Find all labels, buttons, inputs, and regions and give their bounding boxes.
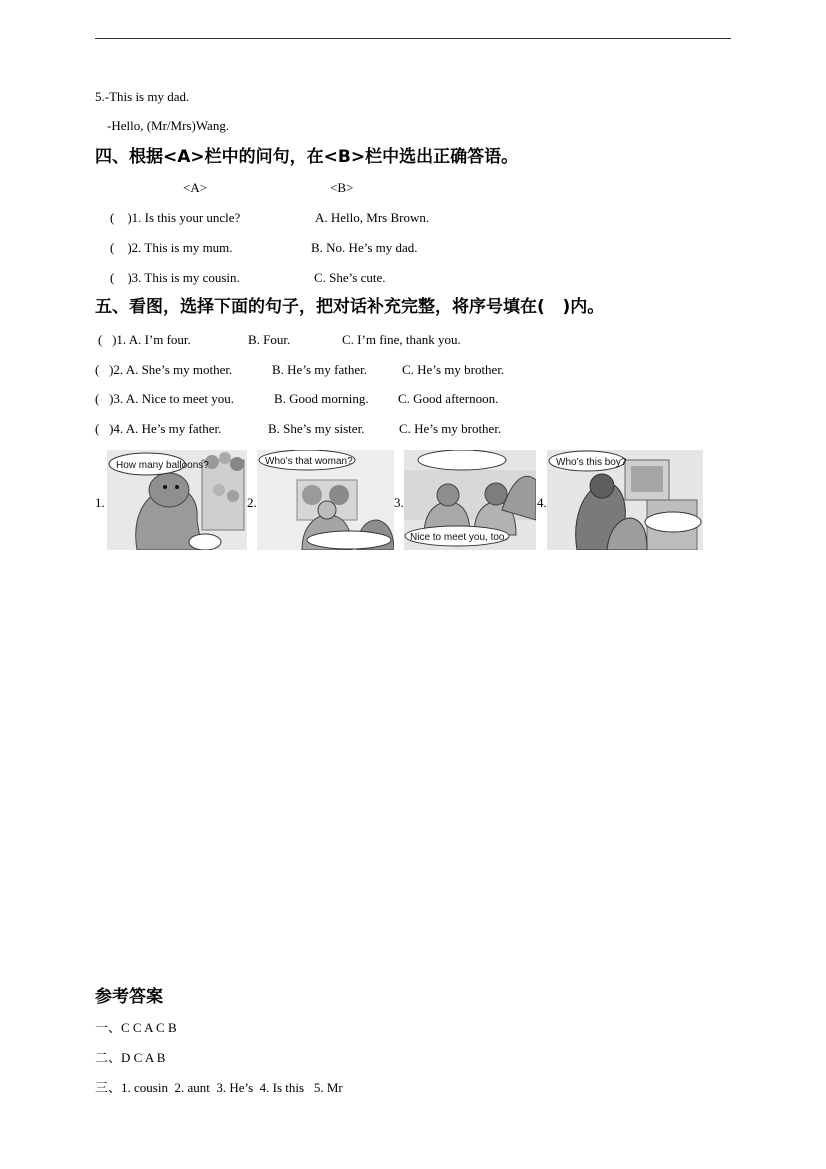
section4-item-2-question: ( )2. This is my mum.: [110, 240, 233, 255]
section5-title: 五、看图，选择下面的句子，把对话补充完整，将序号填在( )内。: [95, 297, 605, 317]
section4-col-a: <A>: [183, 180, 208, 195]
section5-item-3-option-a: ( )3. A. Nice to meet you.: [95, 391, 234, 406]
section4-title: 四、根据<A>栏中的问句，在<B>栏中选出正确答语。: [95, 147, 519, 167]
picture-3-number: 3.: [394, 495, 404, 510]
section5-item-1-option-c: C. I’m fine, thank you.: [342, 332, 461, 347]
answers-line-1: 一、C C A C B: [95, 1020, 177, 1035]
section4-item-3-answer: C. She’s cute.: [314, 270, 386, 285]
picture-2-number: 2.: [247, 495, 257, 510]
section5-item-2-option-a: ( )2. A. She’s my mother.: [95, 362, 233, 377]
answers-title: 参考答案: [95, 987, 163, 1007]
section5-item-1-option-b: B. Four.: [248, 332, 291, 347]
section5-item-4-option-b: B. She’s my sister.: [268, 421, 365, 436]
picture-3-speech-bubble: Nice to meet you, too.: [410, 532, 508, 543]
picture-2-family-scene: [257, 450, 394, 550]
picture-1-number: 1.: [95, 495, 105, 510]
picture-4-number: 4.: [537, 495, 547, 510]
section5-item-2-option-b: B. He’s my father.: [272, 362, 367, 377]
section4-item-2-answer: B. No. He’s my dad.: [311, 240, 418, 255]
header-rule: [95, 38, 731, 39]
section5-item-4-option-c: C. He’s my brother.: [399, 421, 502, 436]
section4-item-1-answer: A. Hello, Mrs Brown.: [315, 210, 430, 225]
q5-line2: -Hello, (Mr/Mrs)Wang.: [107, 118, 230, 133]
picture-4-boy-scene: [547, 450, 703, 550]
section5-item-1-option-a: ( )1. A. I’m four.: [98, 332, 191, 347]
picture-2-speech-bubble: Who’s that woman?: [265, 456, 353, 467]
picture-4-speech-bubble: Who’s this boy?: [556, 457, 627, 468]
picture-1-balloons-scene: [107, 450, 247, 550]
section5-item-3-option-b: B. Good morning.: [274, 391, 369, 406]
answers-line-3: 三、1. cousin 2. aunt 3. He’s 4. Is this 5. Mr: [95, 1080, 343, 1095]
q5-line1: 5.-This is my dad.: [95, 89, 190, 104]
section5-item-2-option-c: C. He’s my brother.: [402, 362, 505, 377]
section4-item-3-question: ( )3. This is my cousin.: [110, 270, 240, 285]
picture-1-speech-bubble: How many balloons?: [116, 460, 209, 471]
section4-item-1-question: ( )1. Is this your uncle?: [110, 210, 241, 225]
section4-col-b: <B>: [330, 180, 354, 195]
answers-line-2: 二、D C A B: [95, 1050, 166, 1065]
section5-item-3-option-c: C. Good afternoon.: [398, 391, 499, 406]
picture-3-greeting-scene: [404, 450, 536, 550]
section5-item-4-option-a: ( )4. A. He’s my father.: [95, 421, 222, 436]
